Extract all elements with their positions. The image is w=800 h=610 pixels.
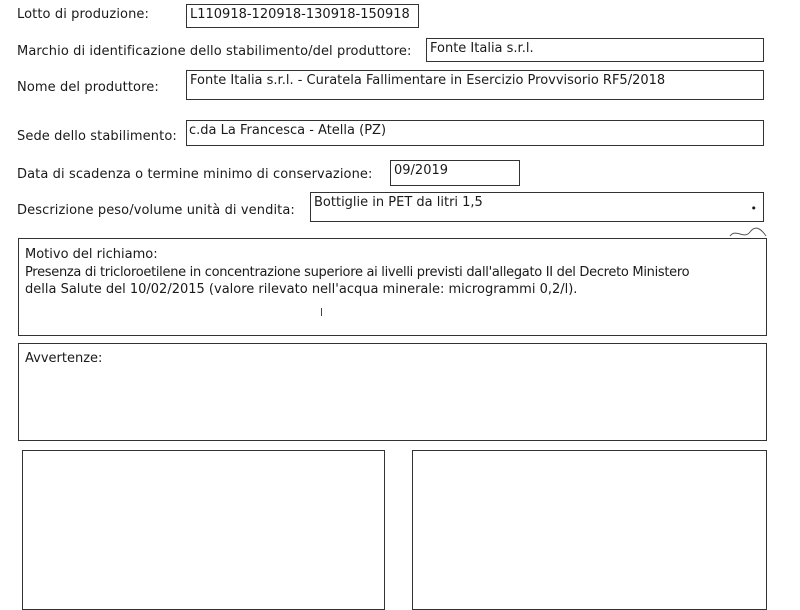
descrizione-field[interactable] bbox=[310, 192, 764, 222]
image-box-left bbox=[22, 450, 385, 610]
scadenza-label: Data di scadenza o termine minimo di conservazione: bbox=[17, 167, 373, 182]
motivo-box bbox=[18, 238, 767, 336]
lotto-field[interactable]: L110918-120918-130918-150918 bbox=[186, 4, 419, 28]
descrizione-value: Bottiglie in PET da litri 1,5 bbox=[314, 195, 483, 210]
nome-produttore-label: Nome del produttore: bbox=[17, 80, 159, 95]
descrizione-label: Descrizione peso/volume unità di vendita: bbox=[17, 203, 295, 218]
motivo-line1: Presenza di tricloroetilene in concentrazione superiore ai livelli previsti dall'allegato II del Decreto Ministero bbox=[25, 265, 690, 280]
lotto-label: Lotto di produzione: bbox=[17, 7, 150, 22]
image-box-right bbox=[412, 450, 767, 610]
descrizione-marker: • bbox=[750, 202, 757, 215]
marchio-field[interactable]: Fonte Italia s.r.l. bbox=[426, 38, 764, 62]
sede-field[interactable]: c.da La Francesca - Atella (PZ) bbox=[186, 120, 764, 146]
motivo-line2: della Salute del 10/02/2015 (valore rilevato nell'acqua minerale: microgrammi 0,2/l). bbox=[25, 282, 578, 297]
nome-produttore-field[interactable]: Fonte Italia s.r.l. - Curatela Fallimentare in Esercizio Provvisorio RF5/2018 bbox=[186, 70, 764, 100]
marchio-label: Marchio di identificazione dello stabilimento/del produttore: bbox=[17, 44, 412, 59]
scadenza-field[interactable]: 09/2019 bbox=[390, 160, 520, 186]
avvertenze-title: Avvertenze: bbox=[25, 351, 103, 366]
avvertenze-box bbox=[18, 343, 767, 441]
motivo-title: Motivo del richiamo: bbox=[25, 247, 158, 262]
scan-mark bbox=[321, 308, 322, 316]
sede-label: Sede dello stabilimento: bbox=[17, 129, 177, 144]
scan-scribble bbox=[728, 224, 768, 244]
